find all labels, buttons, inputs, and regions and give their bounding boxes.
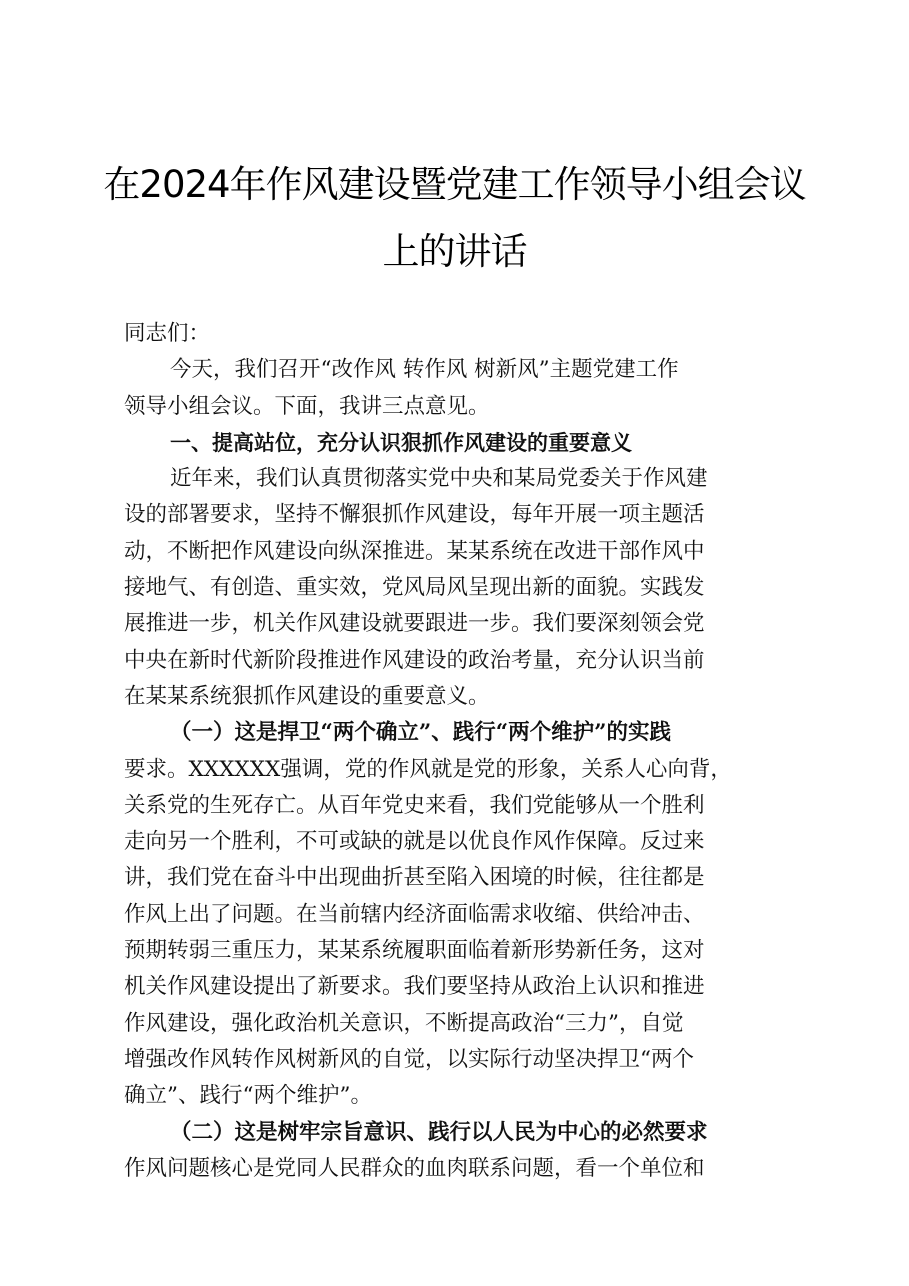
sub-section-1-line: 增强改作风转作风树新风的自觉，以实际行动坚决捍卫“两个 <box>124 1046 694 1072</box>
sub-section-1-line: 讲，我们党在奋斗中出现曲折甚至陷入困境的时候，往往都是 <box>124 865 705 891</box>
sub-section-2-line: （二）这是树牢宗旨意识、践行以人民为中心的必然要求 <box>170 1119 708 1145</box>
para1-line: 设的部署要求，坚持不懈狠抓作风建设，每年开展一项主题活 <box>124 502 705 528</box>
para1-line: 中央在新时代新阶段推进作风建设的政治考量，充分认识当前 <box>124 647 705 673</box>
salutation: 同志们： <box>124 321 211 346</box>
sub-section-1-line: 走向另一个胜利，不可或缺的就是以优良作风作保障。反过来 <box>124 829 705 855</box>
sub-section-1-line: 关系党的生死存亡。从百年党史来看，我们党能够从一个胜利 <box>124 792 705 818</box>
sub-section-1-line: 作风上出了问题。在当前辖内经济面临需求收缩、供给冲击、 <box>124 901 705 927</box>
sub-section-1-line: 预期转弱三重压力，某某系统履职面临着新形势新任务，这对 <box>124 938 705 964</box>
intro-line: 领导小组会议。下面，我讲三点意见。 <box>124 393 490 419</box>
document-title-line-2: 上的讲话 <box>382 230 527 273</box>
sub-section-1-line: （一）这是捍卫“两个确立”、践行“两个维护”的实践 <box>170 720 671 746</box>
para1-line: 接地气、有创造、重实效，党风局风呈现出新的面貌。实践发 <box>124 575 705 601</box>
document-body <box>124 316 824 1187</box>
intro-line: 今天，我们召开“改作风 转作风 树新风”主题党建工作 <box>170 357 679 383</box>
section-heading-1: 一、提高站位，充分认识狠抓作风建设的重要意义 <box>170 430 632 455</box>
sub-section-1-line: 作风建设，强化政治机关意识，不断提高政治“三力”，自觉 <box>124 1010 684 1036</box>
para1-line: 动，不断把作风建设向纵深推进。某某系统在改进干部作风中 <box>124 538 705 564</box>
sub-section-1-line: 机关作风建设提出了新要求。我们要坚持从政治上认识和推进 <box>124 974 705 1000</box>
sub-section-1-line: 要求。XXXXXX强调，党的作风就是党的形象，关系人心向背， <box>124 756 732 782</box>
para1-line: 在某某系统狠抓作风建设的重要意义。 <box>124 683 490 709</box>
document-title-line-1: 在2024年作风建设暨党建工作领导小组会议 <box>103 163 806 206</box>
sub-section-2-line: 作风问题核心是党同人民群众的血肉联系问题，看一个单位和 <box>124 1155 705 1181</box>
sub-section-1-line: 确立”、践行“两个维护”。 <box>124 1083 372 1109</box>
para1-line: 展推进一步，机关作风建设就要跟进一步。我们要深刻领会党 <box>124 611 705 637</box>
para1-line: 近年来，我们认真贯彻落实党中央和某局党委关于作风建 <box>170 466 708 492</box>
